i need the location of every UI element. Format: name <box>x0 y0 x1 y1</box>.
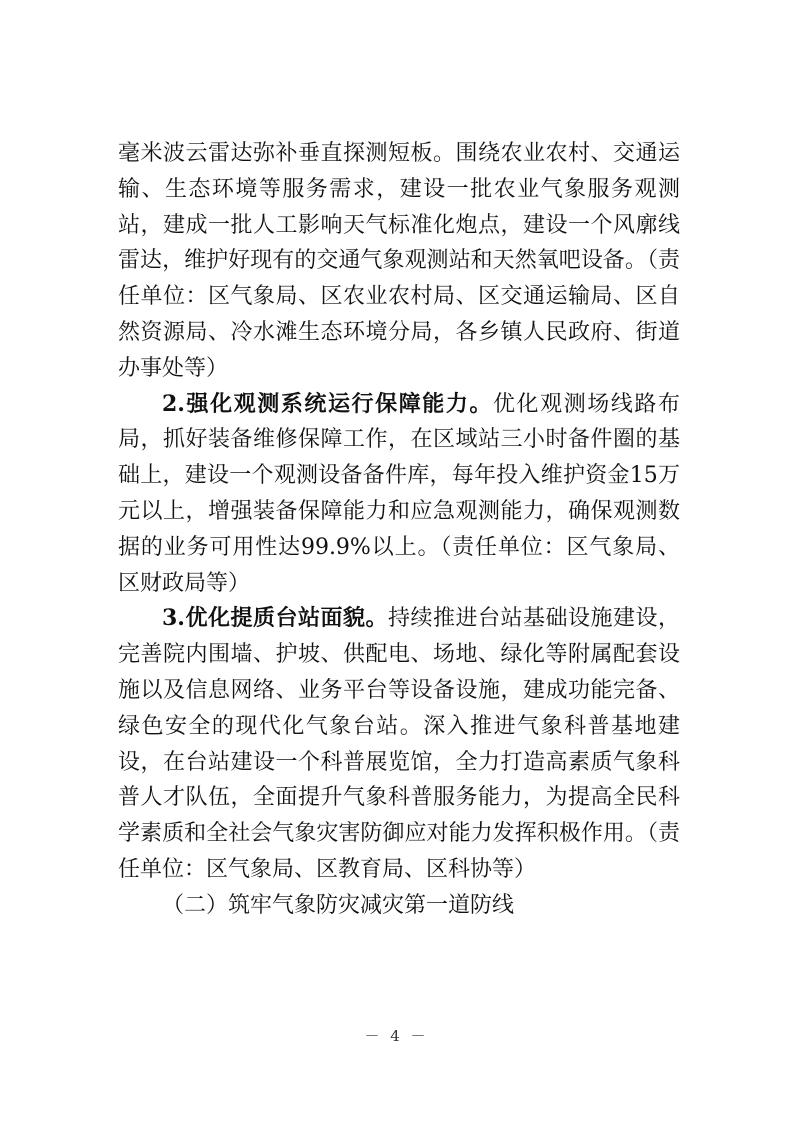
paragraph-item-2 <box>118 387 680 602</box>
page-number: － 4 － <box>364 1027 429 1045</box>
paragraph-continuation: 毫米波云雷达弥补垂直探测短板。围绕农业农村、交通运输、生态环境等服务需求，建设一批农业气象服务观测站，建成一批人工影响天气标准化炮点，建设一个风廓线雷达，维护好现有的交通气象观测站和天然氧吧设备。（责任单位：区气象局、区农业农村局、区交通运输局、区自然资源局、冷水滩生态环境分局，各乡镇人民政府、街道办事处等） <box>118 141 680 381</box>
item-2-body: 优化观测场线路布局，抓好装备维修保障工作，在区域站三小时备件圈的基础上，建设一个观测设备备件库，每年投入维护资金15万元以上，增强装备保障能力和应急观测能力，确保观测数据的业务可用性达99.9%以上。（责任单位：区气象局、区财政局等） <box>118 391 680 596</box>
item-3-body: 持续推进台站基础设施建设，完善院内围墙、护坡、供配电、场地、绿化等附属配套设施以及信息网络、业务平台等设备设施，建成功能完备、绿色安全的现代化气象台站。深入推进气象科普基地建设，在台站建设一个科普展览馆，全力打造高素质气象科普人才队伍，全面提升气象科普服务能力，为提高全民科学素质和全社会气象灾害防御应对能力发挥积极作用。（责任单位：区气象局、区教育局、区科协等） <box>118 606 680 882</box>
document-body <box>118 136 680 924</box>
paragraph-item-3 <box>118 601 680 887</box>
section-heading: （二）筑牢气象防灾减灾第一道防线 <box>162 892 515 918</box>
item-2-title: 2.强化观测系统运行保障能力。 <box>162 390 493 417</box>
item-3-title: 3.优化提质台站面貌。 <box>162 605 388 632</box>
